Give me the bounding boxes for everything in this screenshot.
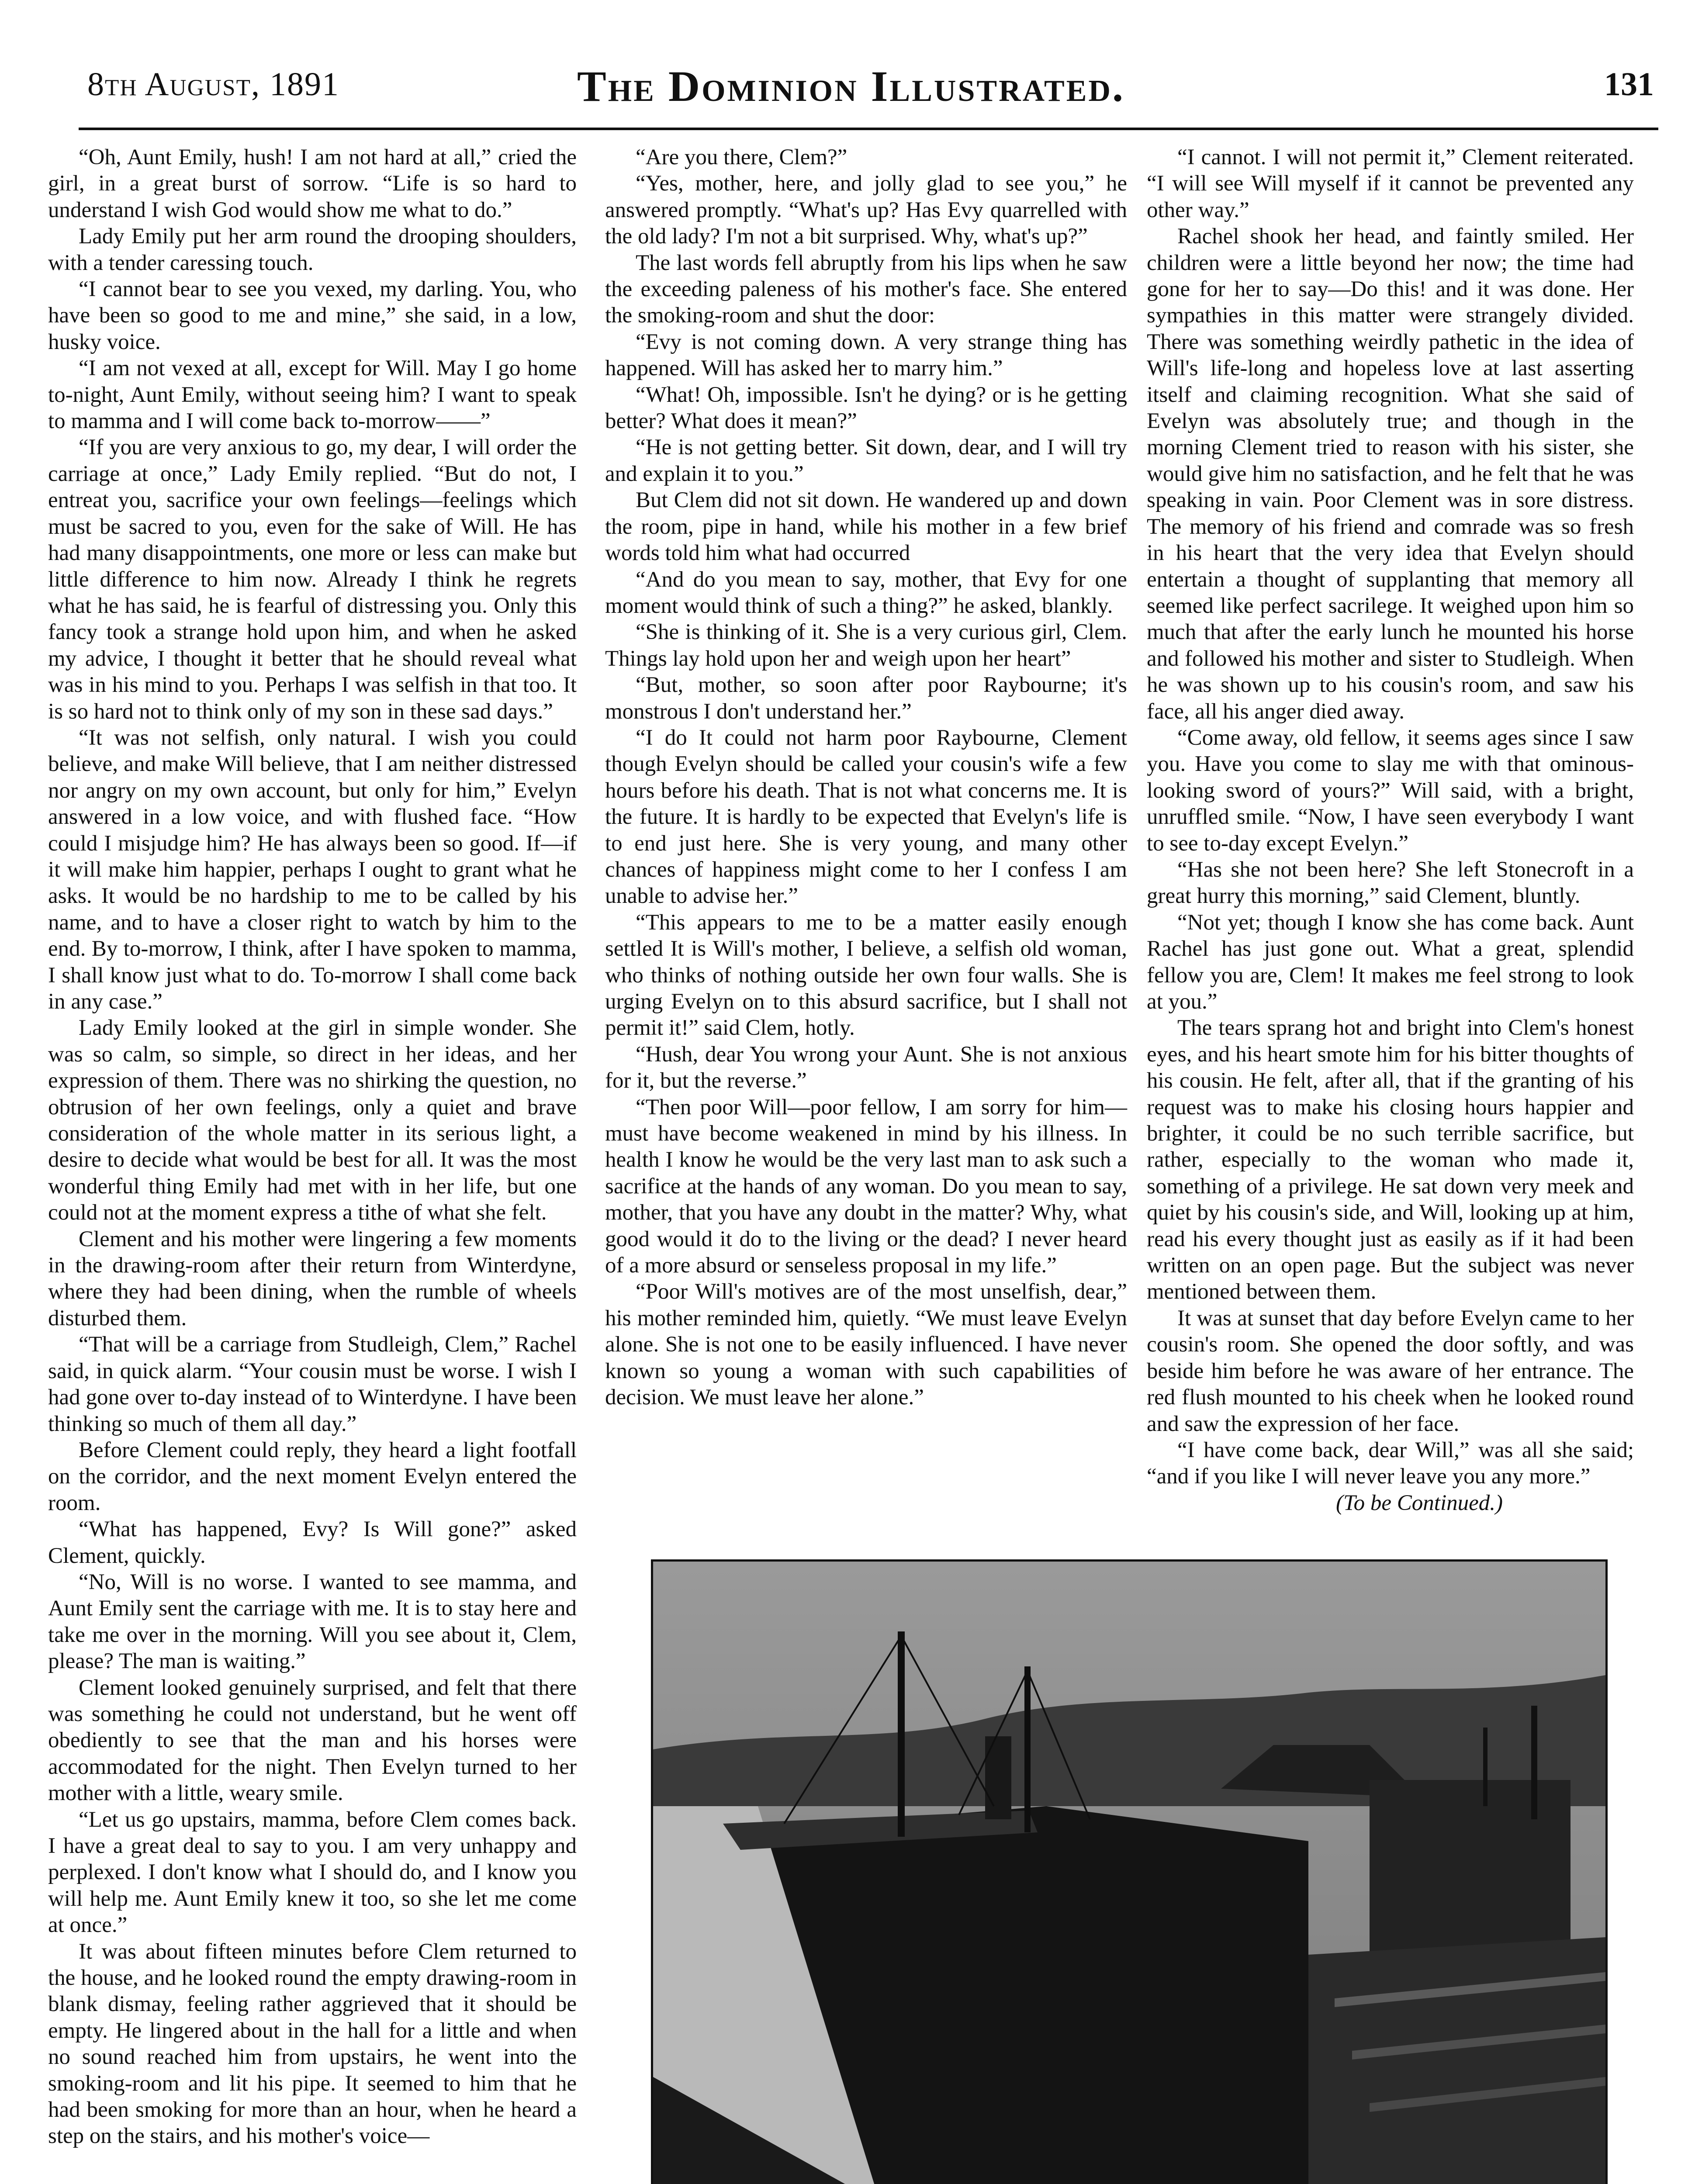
paragraph: “I have come back, dear Will,” was all she said; “and if you like I will never leave you any more.” [1147,1438,1634,1489]
paragraph: It was about fifteen minutes before Clem returned to the house, and he looked round the empty drawing-room in blank dismay, feeling rather aggrieved that it should be empty. He lingered about in the hall for a little and when no sound reached him from upstairs, he went into the smoking-room and lit his pipe. It seemed to him that he had been smoking for more than an hour, when he heard a step on the stairs, and his mother's voice— [48,1939,577,2149]
paragraph: It was at sunset that day before Evelyn came to her cousin's room. She opened the door softly, and was beside him before he was aware of her entrance. The red flush mounted to his cheek when he looked round and saw the expression of her face. [1147,1306,1634,1436]
text-column-2 [605,144,1127,1411]
paragraph: “Oh, Aunt Emily, hush! I am not hard at all,” cried the girl, in a great burst of sorrow. “Life is so hard to understand I wish God would show me what to do.” [48,145,577,222]
paragraph: “Poor Will's motives are of the most unselfish, dear,” his mother reminded him, quietly. “We must leave Evelyn alone. She is not one to be easily influenced. I have never known so young a woman with such capabilities of decision. We must leave her alone.” [605,1279,1127,1410]
paragraph: Lady Emily looked at the girl in simple wonder. She was so calm, so simple, so direct in her ideas, and her expression of them. There was no shirking the question, no obtrusion of her own feelings, only a quiet and brave consideration of the whole matter in its serious light, a desire to decide what would be best for all. It was the most wonderful thing Emily had met with in her life, but one could not at the moment express a tithe of what she felt. [48,1016,577,1225]
paragraph: “She is thinking of it. She is a very curious girl, Clem. Things lay hold upon her and weigh upon her heart” [605,620,1127,671]
paragraph: Before Clement could reply, they heard a light footfall on the corridor, and the next moment Evelyn entered the room. [48,1438,577,1515]
paragraph: “This appears to me to be a matter easily enough settled It is Will's mother, I believe, a selfish old woman, who thinks of nothing outside her own four walls. She is urging Evelyn on to this absurd sacrifice, but I shall not permit it!” said Clem, hotly. [605,910,1127,1040]
paragraph: “I cannot. I will not permit it,” Clement reiterated. “I will see Will myself if it cannot be prevented any other way.” [1147,145,1634,222]
paragraph: “He is not getting better. Sit down, dear, and I will try and explain it to you.” [605,435,1127,486]
paragraph: “What! Oh, impossible. Isn't he dying? or is he getting better? What does it mean?” [605,382,1127,434]
paragraph: “And do you mean to say, mother, that Evy for one moment would think of such a thing?” he asked, blankly. [605,567,1127,618]
paragraph: “What has happened, Evy? Is Will gone?” asked Clement, quickly. [48,1517,577,1568]
paragraph: Clement and his mother were lingering a few moments in the drawing-room after their return from Winterdyne, where they had been dining, when the rumble of wheels disturbed them. [48,1227,577,1330]
text-column-1 [48,144,577,2149]
paragraph: “I cannot bear to see you vexed, my darling. You, who have been so good to me and mine,” she said, in a low, husky voice. [48,277,577,354]
paragraph: “But, mother, so soon after poor Raybourne; it's monstrous I don't understand her.” [605,673,1127,724]
header-rule [79,128,1658,130]
paragraph: “Not yet; though I know she has come back. Aunt Rachel has just gone out. What a great, splendid fellow you are, Clem! It makes me feel strong to look at you.” [1147,910,1634,1014]
issue-date: 8th August, 1891 [87,66,340,103]
paragraph: Clement looked genuinely surprised, and felt that there was something he could not understand, but he went off obediently to see that the man and his horses were accommodated for the night. Then Evelyn turned to her mother with a little, weary smile. [48,1675,577,1806]
paragraph: The tears sprang hot and bright into Clem's honest eyes, and his heart smote him for his bitter thoughts of his cousin. He felt, after all, that if the granting of his request was to make his closing hours happier and brighter, it could be no such terrible sacrifice, but rather, especially to the woman who made it, something of a privilege. He sat down very meek and quiet by his cousin's side, and Will, looking up at him, read his every thought just as easily as if it had been written on an open page. But the subject was never mentioned between them. [1147,1016,1634,1304]
dry-dock-photograph [651,1559,1608,2184]
paragraph: “Hush, dear You wrong your Aunt. She is not anxious for it, but the reverse.” [605,1042,1127,1093]
paragraph: The last words fell abruptly from his lips when he saw the exceeding paleness of his mother's face. She entered the smoking-room and shut the door: [605,250,1127,328]
paragraph: “That will be a carriage from Studleigh, Clem,” Rachel said, in quick alarm. “Your cousin must be worse. I wish I had gone over to-day instead of to Winterdyne. I have been thinking so much of them all day.” [48,1332,577,1436]
paragraph: But Clem did not sit down. He wandered up and down the room, pipe in hand, while his mother in a few brief words told him what had occurred [605,488,1127,566]
masthead-title: The Dominion Illustrated. [577,62,1125,111]
page-number: 131 [1604,66,1654,103]
paragraph: “No, Will is no worse. I wanted to see mamma, and Aunt Emily sent the carriage with me. It is to stay here and take me over in the morning. Will you see about it, Clem, please? The man is waiting.” [48,1569,577,1674]
paragraph: “Has she not been here? She left Stonecroft in a great hurry this morning,” said Clement, bluntly. [1147,857,1634,909]
paragraph: “I am not vexed at all, except for Will. May I go home to-night, Aunt Emily, without seeing him? I want to speak to mamma and I will come back to-morrow——” [48,356,577,434]
ship-in-dock-illustration [653,1562,1605,2184]
paragraph: “Evy is not coming down. A very strange thing has happened. Will has asked her to marry him.” [605,329,1127,381]
paragraph: “Then poor Will—poor fellow, I am sorry for him—must have become weakened in mind by his illness. In health I know he would be the very last man to ask such a sacrifice at the hands of any woman. Do you mean to say, mother, that you have any doubt in the matter? Why, what good would it do to the living or the dead? I never heard of a more absurd or senseless proposal in my life.” [605,1095,1127,1278]
paragraph: “Are you there, Clem?” [636,145,848,169]
paragraph: Rachel shook her head, and faintly smiled. Her children were a little beyond her now; the time had gone for her to say—Do this! and it was done. Her sympathies in this matter were strangely divided. There was something weirdly pathetic in the idea of Will's life-long and hopeless love at last asserting itself and claiming recognition. What she said of Evelyn was absolutely true; and though in the morning Clement tried to reason with his sister, she would give him no satisfaction, and he felt that he was speaking in vain. Poor Clement was in sore distress. The memory of his friend and comrade was so fresh in his heart that the very idea that Evelyn should entertain a thought of supplanting that memory all seemed like perfect sacrilege. It weighed upon him so much that after the early lunch he mounted his horse and followed his mother and sister to Studleigh. When he was shown up to his cousin's room, and saw his face, all his anger died away. [1147,224,1634,724]
text-column-3 [1147,144,1634,1516]
to-be-continued-note: (To be Continued.) [1335,1490,1503,1515]
paragraph: “If you are very anxious to go, my dear, I will order the carriage at once,” Lady Emily replied. “But do not, I entreat you, sacrifice your own feelings—feelings which must be sacred to you, even for the sake of Will. He has had many disappointments, one more or less can make but little difference to him now. Already I think he regrets what he has said, he is fearful of distressing you. Only this fancy took a strange hold upon him, and when he asked my advice, I thought it better that he should reveal what was in his mind to you. Perhaps I was selfish in that too. It is so hard not to think only of my son in these sad days.” [48,435,577,724]
paragraph: “It was not selfish, only natural. I wish you could believe, and make Will believe, that I am neither distressed nor angry on my own account, but only for him,” Evelyn answered in a low voice, and with flushed face. “How could I misjudge him? He has always been so good. If—if it will make him happier, perhaps I ought to grant what he asks. It would be no hardship to me to be called by his name, and to have a closer right to watch by him to the end. By to-morrow, I think, after I have spoken to mamma, I shall know just what to do. To-morrow I shall come back in any case.” [48,725,577,1014]
paragraph: “Let us go upstairs, mamma, before Clem comes back. I have a great deal to say to you. I am very unhappy and perplexed. I don't know what I should do, and I know you will help me. Aunt Emily knew it too, so she let me come at once.” [48,1807,577,1938]
paragraph: “Yes, mother, here, and jolly glad to see you,” he answered promptly. “What's up? Has Evy quarrelled with the old lady? I'm not a bit surprised. Why, what's up?” [605,171,1127,249]
paragraph: Lady Emily put her arm round the drooping shoulders, with a tender caressing touch. [48,224,577,275]
paragraph: “I do It could not harm poor Raybourne, Clement though Evelyn should be called your cousin's wife a few hours before his death. That is not what concerns me. It is the future. It is hardly to be expected that Evelyn's life is to end just here. She is very young, and many other chances of happiness might come to her I confess I am unable to advise her.” [605,725,1127,909]
paragraph: “Come away, old fellow, it seems ages since I saw you. Have you come to slay me with that ominous-looking sword of yours?” Will said, with a bright, unruffled smile. “Now, I have seen everybody I want to see to-day except Evelyn.” [1147,725,1634,856]
